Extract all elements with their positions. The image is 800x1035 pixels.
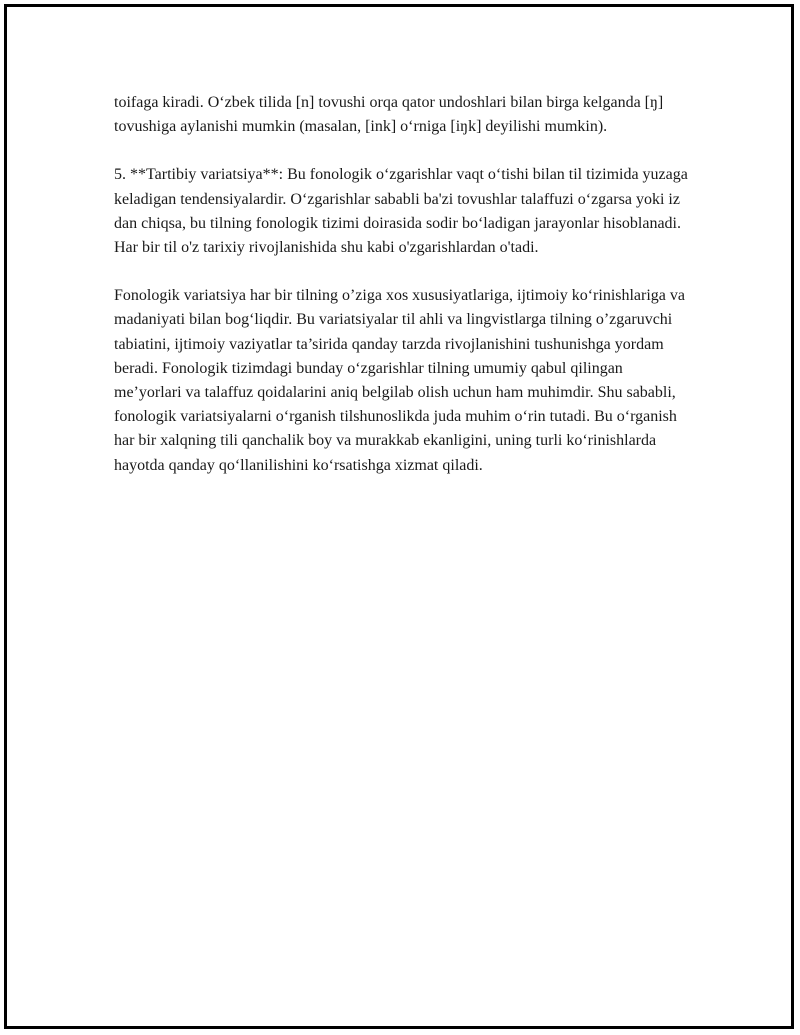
- paragraph-continuation: toifaga kiradi. O‘zbek tilida [n] tovushi orqa qator undoshlari bilan birga kelganda [ŋ] tovushiga aylanishi mumkin (masalan, [ink] o‘rniga [iŋk] deyilishi mumkin).: [114, 94, 664, 136]
- document-body: [114, 91, 694, 502]
- paragraph-conclusion: Fonologik variatsiya har bir tilning o’ziga xos xususiyatlariga, ijtimoiy ko‘rinishlariga va madaniyati bilan bog‘liqdir. Bu variatsiyalar til ahli va lingvistlarga tilning o’zgaruvchi tabiatini, ijtimoiy vaziyatlar ta’sirida qanday tarzda rivojlanishini tushunishga yordam beradi. Fonologik tizimdagi bunday o‘zgarishlar tilning umumiy qabul qilingan me’yorlari va talaffuz qoidalarini aniq belgilab olish uchun ham muhimdir. Shu sababli, fonologik variatsiyalarni o‘rganish tilshunoslikda juda muhim o‘rin tutadi. Bu o‘rganish har bir xalqning tili qanchalik boy va murakkab ekanligini, uning turli ko‘rinishlarda hayotda qanday qo‘llanilishini ko‘rsatishga xizmat qiladi.: [114, 287, 686, 474]
- paragraph-ordinal-variation: 5. **Tartibiy variatsiya**: Bu fonologik o‘zgarishlar vaqt o‘tishi bilan til tizimida yuzaga keladigan tendensiyalardir. O‘zgarishlar sababli ba'zi tovushlar talaffuzi o‘zgarsa yoki iz dan chiqsa, bu tilning fonologik tizimi doirasida sodir bo‘ladigan jarayonlar hisoblanadi. Har bir til o'z tarixiy rivojlanishida shu kabi o'zgarishlardan o'tadi.: [114, 166, 688, 257]
